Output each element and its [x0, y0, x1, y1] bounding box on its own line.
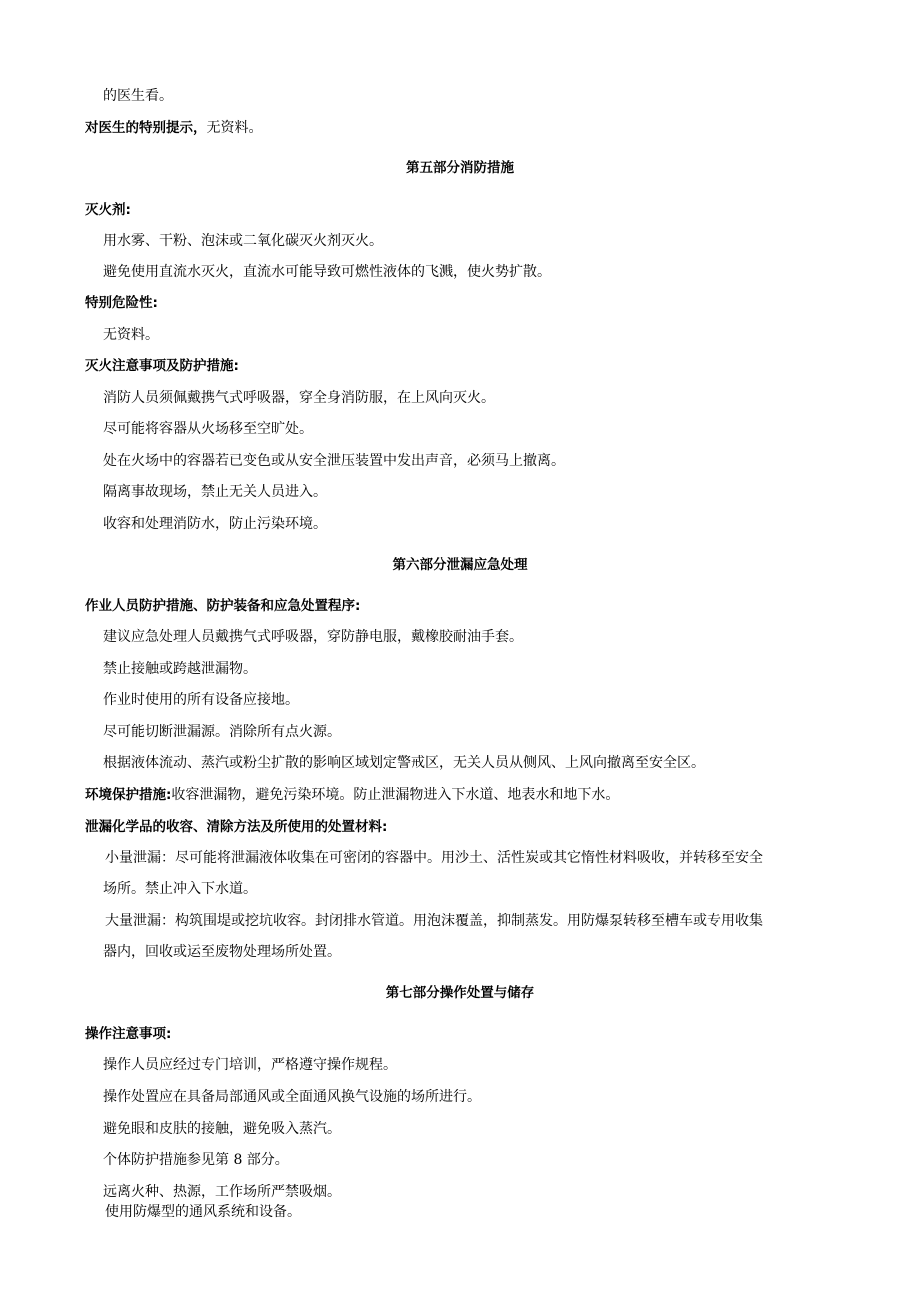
- heading-personnel-protection: 作业人员防护措施、防护装备和应急处置程序:: [85, 598, 361, 614]
- text-line: 根据液体流动、蒸汽或粉尘扩散的影响区域划定警戒区，无关人员从侧风、上风向撤离至安全区。: [103, 755, 705, 771]
- section-7-title: 第七部分操作处置与储存: [385, 985, 535, 1001]
- text-line: 处在火场中的容器若已变色或从安全泄压装置中发出声音，必须马上撤离。: [103, 453, 565, 469]
- doctor-note-label: 对医生的特别提示，: [85, 120, 207, 136]
- text-line: 消防人员须佩戴携气式呼吸器，穿全身消防服，在上风向灭火。: [103, 390, 495, 406]
- text-line: 收容和处理消防水，防止污染环境。: [103, 516, 327, 532]
- text-line: 操作处置应在具备局部通风或全面通风换气设施的场所进行。: [103, 1089, 481, 1105]
- environmental-precautions-line: [85, 785, 845, 805]
- text-line: 小量泄漏：尽可能将泄漏液体收集在可密闭的容器中。用沙土、活性炭或其它惰性材料吸收，并转移至安全: [105, 850, 763, 866]
- heading-cleanup-methods: 泄漏化学品的收容、清除方法及所使用的处置材料:: [85, 819, 388, 835]
- heading-firefighting-precautions: 灭火注意事项及防护措施:: [85, 358, 239, 374]
- doctor-note-text: 无资料。: [206, 120, 263, 136]
- text-line: 作业时使用的所有设备应接地。: [103, 692, 299, 708]
- text-line: 尽可能将容器从火场移至空旷处。: [103, 421, 313, 437]
- doctor-note-line: [85, 118, 845, 138]
- heading-special-hazard: 特别危险性:: [85, 295, 158, 311]
- text-line: 建议应急处理人员戴携气式呼吸器，穿防静电服，戴橡胶耐油手套。: [103, 629, 523, 645]
- heading-extinguishing-media: 灭火剂:: [85, 202, 131, 218]
- text-line: 避免眼和皮肤的接触，避免吸入蒸汽。: [103, 1121, 341, 1137]
- environmental-precautions-text: 收容泄漏物，避免污染环境。防止泄漏物进入下水道、地表水和地下水。: [171, 787, 620, 803]
- section-6-title: 第六部分泄漏应急处理: [392, 557, 528, 573]
- text-line: 的医生看。: [103, 88, 173, 104]
- text-line: 禁止接触或跨越泄漏物。: [103, 661, 257, 677]
- text-line: 操作人员应经过专门培训，严格遵守操作规程。: [103, 1057, 397, 1073]
- heading-handling-precautions: 操作注意事项:: [85, 1026, 172, 1042]
- text-line: 远离火种、热源，工作场所严禁吸烟。: [103, 1184, 341, 1200]
- text-line: 用水雾、干粉、泡沫或二氧化碳灭火剂灭火。: [103, 233, 383, 249]
- text-line: 器内，回收或运至废物处理场所处置。: [103, 944, 341, 960]
- section-5-title: 第五部分消防措施: [406, 160, 514, 176]
- text-line: 大量泄漏：构筑围堤或挖坑收容。封闭排水管道。用泡沫覆盖，抑制蒸发。用防爆泵转移至槽车或专用收集: [105, 913, 763, 929]
- text-line: 场所。禁止冲入下水道。: [103, 881, 257, 897]
- text-line: 个体防护措施参见第 8 部分。: [103, 1152, 289, 1168]
- text-line: 无资料。: [103, 327, 159, 343]
- text-line: 避免使用直流水灭火，直流水可能导致可燃性液体的飞溅，使火势扩散。: [103, 264, 551, 280]
- text-line: 使用防爆型的通风系统和设备。: [105, 1204, 301, 1220]
- heading-environmental-precautions: 环境保护措施:: [85, 787, 172, 803]
- text-line: 隔离事故现场，禁止无关人员进入。: [103, 484, 327, 500]
- text-line: 尽可能切断泄漏源。消除所有点火源。: [103, 724, 341, 740]
